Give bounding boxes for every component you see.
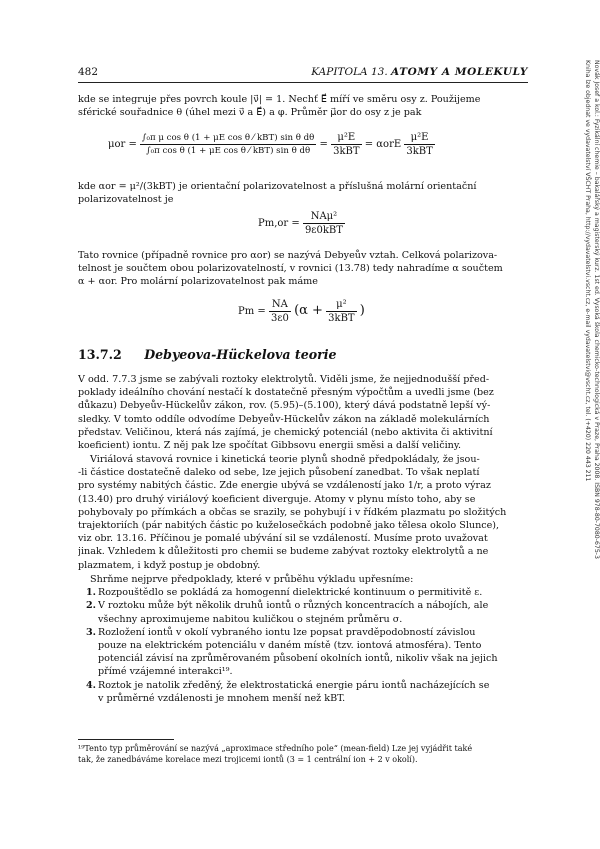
eq-denominator: 3kBT — [328, 313, 355, 324]
text-line: Rozložení iontů v okolí vybraného iontu lze popsat pravděpodobností závislou — [98, 626, 476, 638]
eq-numerator: NAμ² — [303, 211, 345, 224]
text-line: sférické souřadnice θ (úhel mezi ν⃗ a E⃗) a φ. Průměr μ⃗or do osy z je pak — [78, 107, 422, 119]
text-line: trajektoriích (pár nabitých částic po kuželosečkách podobně jako tělesa okolo Slunce), — [78, 520, 500, 532]
footnote — [78, 743, 528, 765]
intro-paragraph — [78, 93, 528, 119]
list-intro: Shrňme nejprve předpoklady, které v průběhu výkladu upřesníme: — [90, 574, 414, 585]
chapter-title: ATOMY A MOLEKULY — [391, 66, 528, 78]
text-line: pouze na elektrickém potenciálu v daném místě (tzv. iontová atmosféra). Tento — [98, 640, 482, 652]
chapter-label: KAPITOLA 13. — [311, 66, 388, 78]
text-line: Rozpouštědlo se pokládá za homogenní dielektrické kontinuum o permitivitě ε. — [98, 587, 483, 599]
text-line: polarizovatelnost je — [78, 194, 174, 206]
list-item-number: 2. — [86, 600, 97, 612]
eq-denominator: 3ε0 — [270, 313, 289, 324]
eq-numerator: μ² — [326, 299, 356, 312]
eq-fraction — [303, 211, 345, 236]
eq-fraction — [326, 299, 356, 324]
eq-fraction — [269, 299, 291, 324]
eq-denominator: 9ε0kBT — [304, 225, 343, 236]
eq-denominator: 3kBT — [333, 146, 360, 157]
text-line: Roztok je natolik zředěný, že elektrostatická energie páru iontů nacházejících se — [98, 679, 490, 691]
section-title: Debyeova-Hückelova teorie — [144, 347, 337, 362]
text-line: plazmatem, i když postup je obdobný. — [78, 559, 261, 571]
text-line: pro systémy nabitých částic. Zde energie ubývá se vzdáleností jako 1/r, a proto výraz — [78, 480, 491, 492]
text-line: V odd. 7.7.3 jsme se zabývali roztoky elektrolytů. Viděli jsme, že nejjednodušší před- — [78, 374, 490, 385]
paragraph-electrolytes — [78, 373, 528, 452]
section-heading — [78, 347, 337, 362]
side-note — [553, 60, 600, 790]
list-item-number: 4. — [86, 679, 97, 691]
assumptions-list — [78, 573, 528, 705]
list-item — [78, 626, 528, 679]
side-note-text — [577, 60, 600, 790]
page-number: 482 — [78, 66, 99, 78]
text-line: koeficient) iontu. Z něj pak lze spočítat Gibbsovu energii směsi a další veličiny. — [78, 440, 462, 452]
text-line: kde se integruje přes povrch koule |ν⃗| = 1. Nechť E⃗ míří ve směru osy z. Použijeme — [78, 94, 481, 105]
text-line: -li částice dostatečně daleko od sebe, lze jejich působení zanedbat. To však neplatí — [78, 467, 480, 479]
side-note-line: Kniha lze objednat ve vydavatelství VŠCHT Praha, http://vydavatelstvi.vscht.cz, e-mail vydavatelstvi@vscht.cz, tel. (+420) 220 443 211 — [584, 60, 591, 482]
text-line: jinak. Vzhledem k důležitosti pro chemii se budeme zabývat roztoky elektrolytů a ne — [78, 546, 489, 558]
footnote-line: ¹⁹Tento typ průměrování se nazývá „aproximace středního pole“ (mean-field) Lze jej vyjádřit také — [78, 744, 473, 753]
text-line: přímé vzájemné interakci¹⁹. — [98, 666, 233, 678]
list-item — [78, 586, 528, 599]
list-item — [78, 599, 528, 625]
eq-fraction — [140, 133, 316, 156]
eq-paren-open: (α + — [294, 303, 323, 318]
eq-lhs: Pm = — [238, 306, 266, 317]
text-line: α + αor. Pro molární polarizovatelnost pak máme — [78, 276, 318, 288]
eq-fraction — [404, 132, 434, 157]
list-item — [78, 679, 528, 705]
eq-lhs: Pm,or = — [258, 218, 300, 229]
eq-numerator: μ²E — [331, 132, 361, 145]
text-line: Tato rovnice (případně rovnice pro αor) se nazývá Debyeův vztah. Celková polarizova- — [78, 250, 498, 261]
eq-equals: = — [319, 139, 328, 150]
eq-rhs: = αorE — [364, 139, 402, 150]
chapter-heading — [311, 66, 528, 78]
eq-numerator: μ²E — [404, 132, 434, 145]
footnote-line: tak, že zanedbáváme korelace mezi trojicemi iontů (3 = 1 centrální ion + 2 v okolí). — [78, 755, 418, 764]
eq-numerator: NA — [269, 299, 291, 312]
list-item-number: 1. — [86, 587, 97, 599]
text-line: Viriálová stavová rovnice i kinetická teorie plynů shodně předpokládaly, že jsou- — [90, 454, 480, 465]
eq-lhs: μor = — [108, 139, 137, 150]
equation-pm — [238, 299, 365, 324]
equation-mu-or — [108, 132, 435, 157]
text-line: V roztoku může být několik druhů iontů o různých koncentracích a nábojích, ale — [98, 600, 489, 612]
eq-paren-close: ) — [359, 303, 365, 318]
text-line: poklady ideálního chování nestačí k dostatečně přesným výpočtům a uvedli jsme (bez — [78, 387, 494, 399]
eq-fraction — [331, 132, 361, 157]
paragraph-plasma — [78, 453, 528, 572]
running-header — [78, 66, 528, 83]
text-line: všechny aproximujeme nabitou kuličkou o stejném průměru σ. — [98, 613, 403, 625]
orientation-paragraph — [78, 180, 528, 206]
text-line: telnost je součtem obou polarizovatelností, v rovnici (13.78) tedy nahradíme α součtem — [78, 263, 503, 275]
text-line: pohybovaly po přímkách a občas se srazily, se pohybují i v řídkém plazmatu po složitých — [78, 506, 507, 518]
text-line: potenciál závisí na zprůměrovaném působení okolních iontů, nikoliv však na jejich — [98, 653, 498, 665]
text-line: představ. Veličinou, která nás zajímá, je chemický potenciál (nebo aktivita či aktivitní — [78, 426, 493, 438]
section-number: 13.7.2 — [78, 347, 122, 362]
side-note-line: Novák Josef a kol.: Fyzikální chemie – bakalářský a magisterský kurz. 1st ed. Vysoká škola chemicko-technologická v Praze, Praha 2008. ISBN 978-80-7080-675-3 — [593, 60, 600, 559]
eq-numerator: ∫₀π μ cos θ (1 + μE cos θ ⁄ kBT) sin θ dθ — [142, 133, 315, 143]
eq-denominator: ∫₀π cos θ (1 + μE cos θ ⁄ kBT) sin θ dθ — [146, 146, 311, 156]
eq-denominator: 3kBT — [406, 146, 433, 157]
text-line: důkazu) Debyeův-Hückelův zákon, rov. (5.95)–(5.100), který dává podstatně lepší vý- — [78, 400, 491, 412]
text-line: kde αor = μ²/(3kBT) je orientační polarizovatelnost a příslušná molární orientační — [78, 181, 477, 192]
text-line: sledky. V tomto oddíle odvodíme Debyeův-Hückelův zákon na základě molekulárních — [78, 413, 490, 425]
text-line: (13.40) pro druhý viriálový koeficient diverguje. Atomy v plynu místo toho, aby se — [78, 493, 476, 505]
text-line: viz obr. 13.16. Příčinou je pomalé ubývání sil se vzdáleností. Musíme proto uvažovat — [78, 533, 488, 545]
debye-paragraph — [78, 249, 528, 289]
text-line: v průměrné vzdálenosti je mnohem menší než kBT. — [98, 692, 346, 704]
footnote-rule — [78, 739, 174, 740]
equation-pm-or — [258, 211, 345, 236]
list-item-number: 3. — [86, 626, 97, 638]
